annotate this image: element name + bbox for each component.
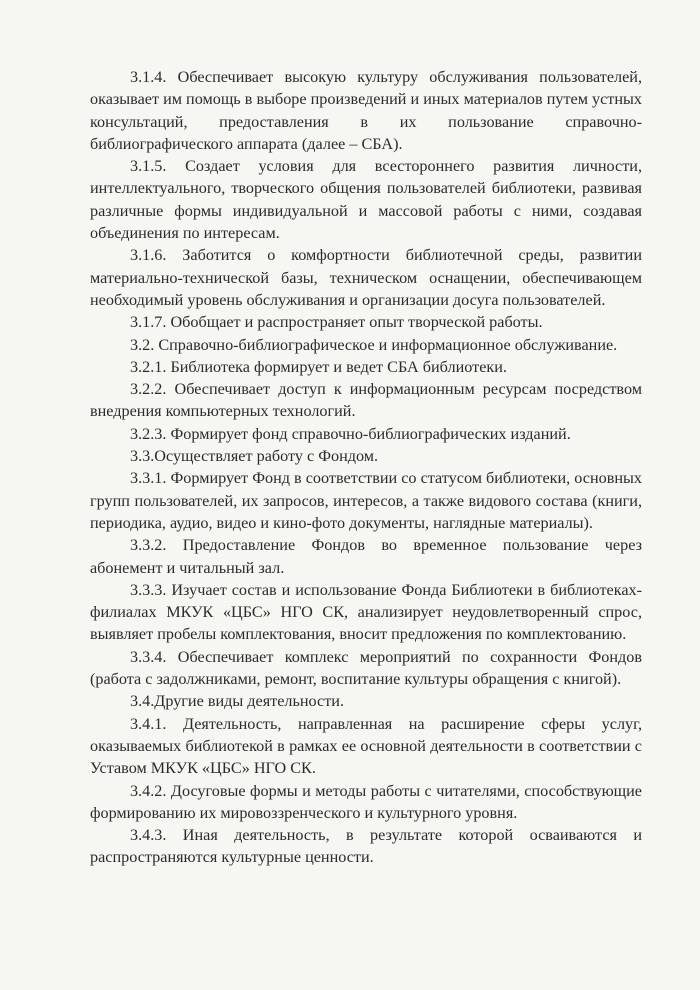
paragraph-3-3-2: 3.3.2. Предоставление Фондов во временное пользование через абонемент и читальный зал. (90, 536, 642, 577)
paragraph-3-3-4: 3.3.4. Обеспечивает комплекс мероприятий по сохранности Фондов (работа с задолжниками, ремонт, воспитание культуры обращения с книгой). (90, 647, 642, 689)
paragraph-3-1-4: 3.1.4. Обеспечивает высокую культуру обслуживания пользователей, оказывает им помощь в выборе произведений и иных материалов путем устных консультаций, предоставления в их пользование справочно-библиографического аппарата (далее – СБА). (90, 68, 642, 153)
paragraph-3-3-1: 3.3.1. Формирует Фонд в соответствии со статусом библиотеки, основных групп пользователей, их запросов, интересов, а также видового состава (книги, периодика, аудио, видео и кино-фото документы, наглядные материалы). (90, 469, 642, 532)
paragraph-3-1-6: 3.1.6. Заботится о комфортности библиотечной среды, развитии материально-технической базы, техническом оснащении, обеспечивающем необходимый уровень обслуживания и организации досуга пользователей. (90, 246, 642, 309)
document-body (90, 66, 642, 869)
paragraph-3-4-3: 3.4.3. Иная деятельность, в результате которой осваиваются и распространяются культурные ценности. (90, 826, 642, 867)
paragraph-3-3: 3.3.Осуществляет работу с Фондом. (130, 447, 379, 466)
paragraph-3-2-1: 3.2.1. Библиотека формирует и ведет СБА библиотеки. (130, 357, 507, 376)
paragraph-3-1-5: 3.1.5. Создает условия для всестороннего развития личности, интеллектуального, творческого общения пользователей библиотеки, развивая различные формы индивидуальной и массовой работы с ними, создавая объединения по интересам. (90, 157, 642, 243)
paragraph-3-4-2: 3.4.2. Досуговые формы и методы работы с читателями, способствующие формированию их мировоззренческого и культурного уровня. (90, 781, 642, 822)
paragraph-3-2-2: 3.2.2. Обеспечивает доступ к информационным ресурсам посредством внедрения компьютерных технологий. (90, 380, 642, 421)
paragraph-3-1-7: 3.1.7. Обобщает и распространяет опыт творческой работы. (130, 313, 543, 332)
paragraph-3-4-1: 3.4.1. Деятельность, направленная на расширение сферы услуг, оказываемых библиотекой в рамках ее основной деятельности в соответствии с Уставом МКУК «ЦБС» НГО СК. (90, 714, 642, 778)
paragraph-3-2-3: 3.2.3. Формирует фонд справочно-библиографических изданий. (130, 424, 571, 443)
paragraph-3-3-3: 3.3.3. Изучает состав и использование Фонда Библиотеки в библиотеках-филиалах МКУК «ЦБС» НГО СК, анализирует неудовлетворенный спрос, выявляет пробелы комплектования, вносит предложения по комплектованию. (90, 580, 642, 644)
paragraph-3-4: 3.4.Другие виды деятельности. (130, 692, 345, 711)
paragraph-3-2: 3.2. Справочно-библиографическое и информационное обслуживание. (130, 335, 618, 354)
